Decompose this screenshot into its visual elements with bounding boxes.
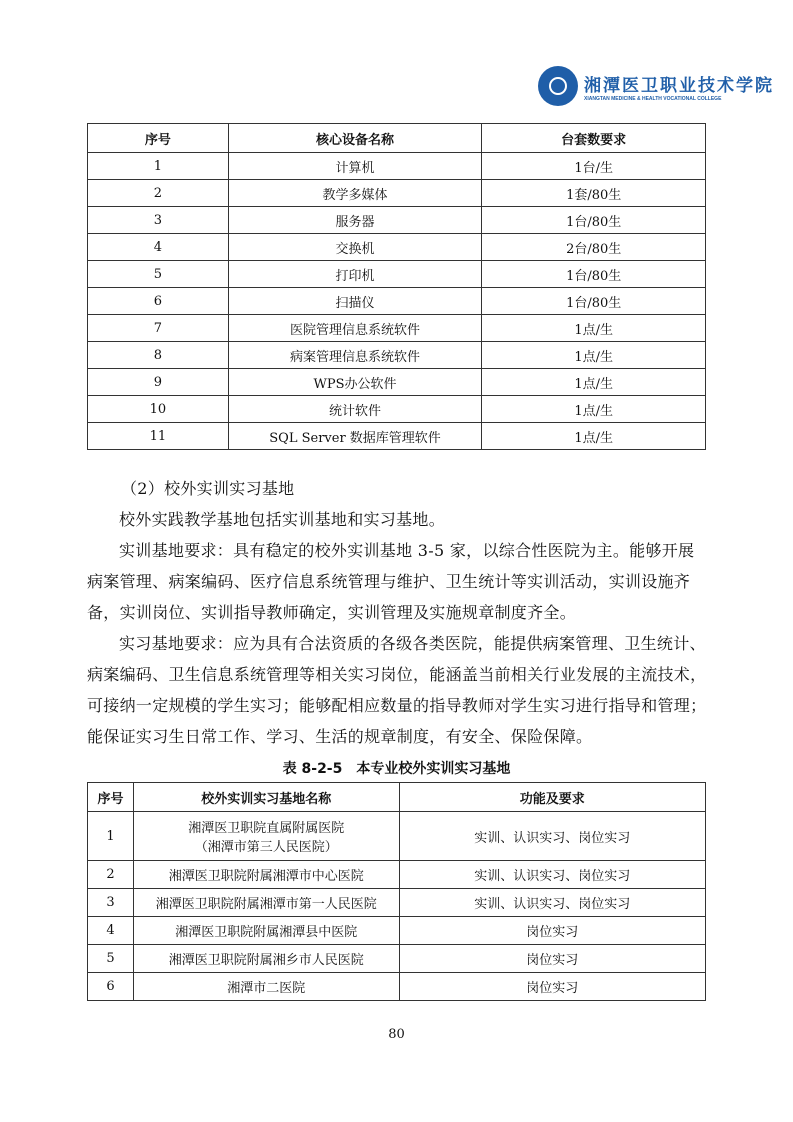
table-row [88, 369, 706, 396]
equipment-name-cell: SQL Server 数据库管理软件 [228, 423, 482, 450]
practice-base-table [87, 782, 706, 1001]
base-name-cell [133, 973, 399, 1001]
header-cell: 核心设备名称 [228, 124, 482, 153]
paragraph: 实习基地要求：应为具有合法资质的各级各类医院，能提供病案管理、卫生统计、病案编码、卫生信息系统管理等相关实习岗位，能涵盖当前相关行业发展的主流技术，可接纳一定规模的学生实习；能够配相应数量的指导教师对学生实习进行指导和管理；能保证实习生日常工作、学习、生活的规章制度，有安全、保险保障。 [87, 634, 707, 746]
index-cell: 4 [88, 234, 229, 261]
index-cell: 3 [88, 207, 229, 234]
index-cell: 3 [88, 889, 134, 917]
table-row [88, 180, 706, 207]
table-row [88, 288, 706, 315]
quantity-cell: 1点/生 [482, 315, 706, 342]
index-cell: 5 [88, 945, 134, 973]
table-row [88, 945, 706, 973]
equipment-table [87, 123, 706, 450]
section-text [87, 473, 707, 752]
index-cell: 1 [88, 153, 229, 180]
table-row [88, 889, 706, 917]
base-name-cell [133, 861, 399, 889]
equipment-name-cell: 教学多媒体 [228, 180, 482, 207]
base-name: 湘潭医卫职院附属湘潭县中医院 [175, 925, 358, 940]
index-cell: 10 [88, 396, 229, 423]
header-cell: 台套数要求 [482, 124, 706, 153]
table-row [88, 917, 706, 945]
page-number: 80 [388, 1027, 405, 1042]
quantity-cell: 1点/生 [482, 369, 706, 396]
index-cell: 9 [88, 369, 229, 396]
index-cell: 11 [88, 423, 229, 450]
quantity-cell: 1台/80生 [482, 288, 706, 315]
table-row [88, 315, 706, 342]
index-cell: 2 [88, 861, 134, 889]
index-cell: 2 [88, 180, 229, 207]
function-cell: 实训、认识实习、岗位实习 [399, 812, 706, 861]
college-logo [538, 66, 774, 106]
base-name-cell [133, 917, 399, 945]
index-cell: 4 [88, 917, 134, 945]
function-cell: 实训、认识实习、岗位实习 [399, 889, 706, 917]
quantity-cell: 1点/生 [482, 423, 706, 450]
equipment-name-cell: 计算机 [228, 153, 482, 180]
logo-name-en: XIANGTAN MEDICINE & HEALTH VOCATIONAL COLLEGE [584, 95, 722, 102]
quantity-cell: 1点/生 [482, 342, 706, 369]
equipment-name-cell: 扫描仪 [228, 288, 482, 315]
logo-name-cn: 湘潭医卫职业技术学院 [584, 75, 774, 96]
equipment-name-cell: 服务器 [228, 207, 482, 234]
equipment-name-cell: 统计软件 [228, 396, 482, 423]
index-cell: 7 [88, 315, 229, 342]
quantity-cell: 1点/生 [482, 396, 706, 423]
base-name-cell [133, 945, 399, 973]
index-cell: 5 [88, 261, 229, 288]
college-seal-icon [538, 66, 578, 106]
base-name: 湘潭医卫职院附属湘潭市中心医院 [168, 869, 364, 884]
index-cell: 1 [88, 812, 134, 861]
table-row [88, 261, 706, 288]
table-row [88, 812, 706, 861]
paragraph: 校外实践教学基地包括实训基地和实习基地。 [119, 510, 446, 529]
index-cell: 8 [88, 342, 229, 369]
header-cell: 序号 [88, 783, 134, 812]
equipment-name-cell: 病案管理信息系统软件 [228, 342, 482, 369]
quantity-cell: 1台/80生 [482, 261, 706, 288]
function-cell: 岗位实习 [399, 973, 706, 1001]
base-name: 湘潭医卫职院附属湘潭市第一人民医院 [155, 897, 377, 912]
quantity-cell: 2台/80生 [482, 234, 706, 261]
table-row [88, 423, 706, 450]
table-row [88, 861, 706, 889]
index-cell: 6 [88, 288, 229, 315]
table-row [88, 396, 706, 423]
header-cell: 功能及要求 [399, 783, 706, 812]
function-cell: 实训、认识实习、岗位实习 [399, 861, 706, 889]
header-cell: 校外实训实习基地名称 [133, 783, 399, 812]
quantity-cell: 1台/生 [482, 153, 706, 180]
equipment-name-cell: WPS办公软件 [228, 369, 482, 396]
table-row [88, 342, 706, 369]
table-row [88, 973, 706, 1001]
equipment-name-cell: 医院管理信息系统软件 [228, 315, 482, 342]
header-cell: 序号 [88, 124, 229, 153]
quantity-cell: 1台/80生 [482, 207, 706, 234]
quantity-cell: 1套/80生 [482, 180, 706, 207]
base-name-cell [133, 889, 399, 917]
base-name: 湘潭医卫职院附属湘乡市人民医院 [168, 953, 364, 968]
function-cell: 岗位实习 [399, 917, 706, 945]
table-row [88, 207, 706, 234]
table-row [88, 234, 706, 261]
base-name: 湘潭市二医院 [227, 981, 306, 996]
equipment-name-cell: 交换机 [228, 234, 482, 261]
table-caption: 表 8-2-5 本专业校外实训实习基地 [282, 761, 511, 777]
base-name-cell [133, 812, 399, 861]
function-cell: 岗位实习 [399, 945, 706, 973]
base-alias: （湘潭市第三人民医院） [194, 840, 338, 855]
table-header-row [88, 124, 706, 153]
table-row [88, 153, 706, 180]
paragraph: 实训基地要求：具有稳定的校外实训基地 3-5 家，以综合性医院为主。能够开展病案管理、病案编码、医疗信息系统管理与维护、卫生统计等实训活动，实训设施齐备，实训岗位、实训指导教师确定，实训管理及实施规章制度齐全。 [87, 541, 695, 622]
equipment-name-cell: 打印机 [228, 261, 482, 288]
base-name: 湘潭医卫职院直属附属医院 [188, 821, 345, 836]
section-heading: （2）校外实训实习基地 [121, 479, 295, 498]
table-header-row [88, 783, 706, 812]
index-cell: 6 [88, 973, 134, 1001]
